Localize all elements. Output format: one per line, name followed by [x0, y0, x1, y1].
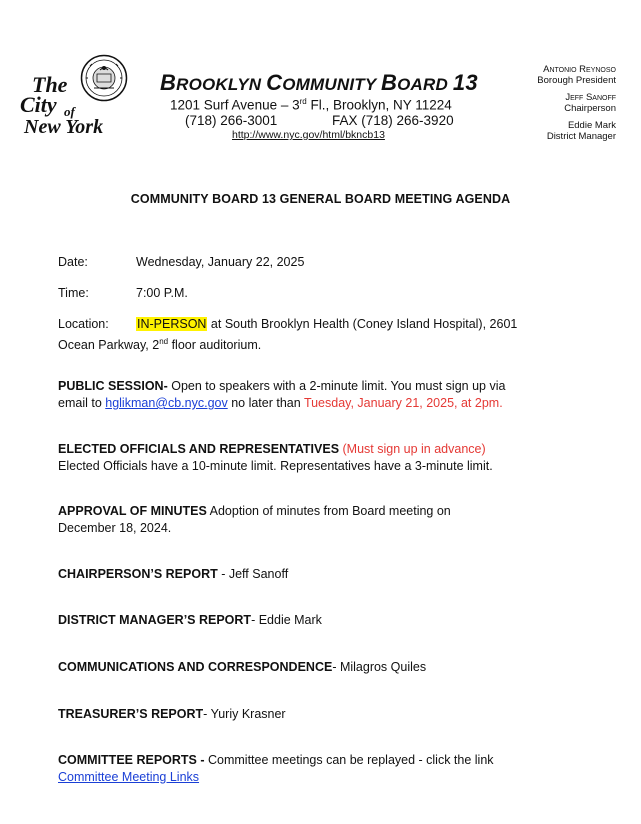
- district-manager: Eddie Mark District Manager: [546, 120, 616, 142]
- elected-officials-section: ELECTED OFFICIALS AND REPRESENTATIVES (Must sign up in advance) Elected Officials have a 10-minute limit. Representatives have a 3-minute limit.: [58, 442, 493, 473]
- treasurer-report: TREASURER’S REPORT- Yuriy Krasner: [58, 707, 286, 721]
- agenda-title: COMMUNITY BOARD 13 GENERAL BOARD MEETING AGENDA: [130, 192, 511, 206]
- board-website-link[interactable]: http://www.nyc.gov/html/bkncb13: [232, 129, 385, 141]
- borough-president: Antonio Reynoso Borough President: [537, 64, 616, 86]
- meeting-date: Date: Wednesday, January 22, 2025: [58, 255, 305, 269]
- logo-of: of: [64, 104, 75, 119]
- minutes-heading: APPROVAL OF MINUTES: [58, 504, 207, 518]
- logo-city: City: [20, 92, 57, 117]
- logo-the: The: [32, 72, 68, 97]
- city-seal-icon: [80, 54, 128, 102]
- elected-officials-heading: ELECTED OFFICIALS AND REPRESENTATIVES: [58, 442, 340, 456]
- in-person-highlight: IN-PERSON: [137, 317, 207, 331]
- logo-new-york: New York: [24, 116, 104, 138]
- committee-meeting-links[interactable]: Committee Meeting Links: [58, 770, 200, 784]
- public-session-section: PUBLIC SESSION- Open to speakers with a 2-minute limit. You must sign up via email to hglikman@cb.nyc.gov no later than Tuesday, January 21, 2025, at 2pm.: [58, 379, 506, 410]
- board-fax: FAX (718) 266-3920: [332, 113, 454, 128]
- chairperson: Jeff Sanoff Chairperson: [564, 92, 616, 114]
- meeting-location: Location: IN-PERSON at South Brooklyn Health (Coney Island Hospital), 2601 Ocean Parkway, 2nd floor auditorium.: [58, 317, 518, 353]
- committee-reports-section: COMMITTEE REPORTS - Committee meetings can be replayed - click the link Committee Meeting Links: [58, 753, 494, 784]
- board-address: 1201 Surf Avenue – 3rd Fl., Brooklyn, NY 11224: [170, 97, 452, 113]
- signup-email-link[interactable]: hglikman@cb.nyc.gov: [105, 396, 228, 410]
- communications-report: COMMUNICATIONS AND CORRESPONDENCE- Milagros Quiles: [58, 660, 427, 674]
- board-phone: (718) 266-3001: [185, 113, 278, 128]
- signup-deadline: Tuesday, January 21, 2025, at 2pm.: [303, 396, 503, 410]
- district-manager-report: DISTRICT MANAGER’S REPORT- Eddie Mark: [58, 613, 322, 627]
- chairperson-report: CHAIRPERSON’S REPORT - Jeff Sanoff: [58, 567, 289, 581]
- public-session-heading: PUBLIC SESSION-: [58, 379, 168, 393]
- board-title: BROOKLYN COMMUNITY BOARD 13: [160, 70, 478, 95]
- meeting-time: Time: 7:00 P.M.: [58, 286, 188, 300]
- approval-of-minutes-section: APPROVAL OF MINUTES Adoption of minutes from Board meeting on December 18, 2024.: [58, 504, 451, 535]
